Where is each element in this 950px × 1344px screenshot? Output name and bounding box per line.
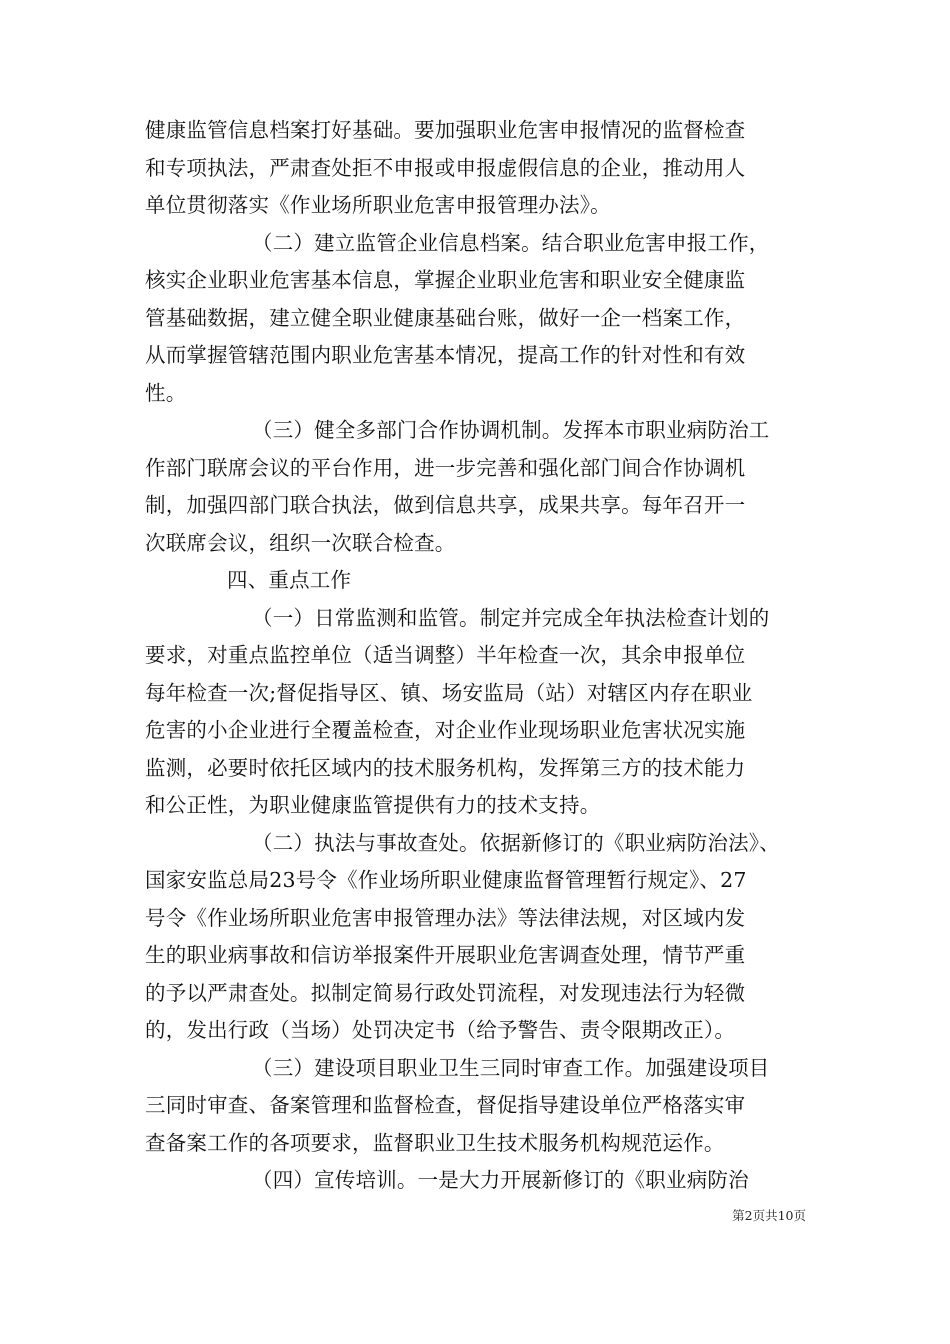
text-line: 制，加强四部门联合执法，做到信息共享，成果共享。每年召开一 xyxy=(145,493,746,517)
text-line: 作部门联席会议的平台作用，进一步完善和强化部门间合作协调机 xyxy=(145,455,746,480)
page-number: 第2页共10页 xyxy=(732,1208,806,1223)
text-line: 核实企业职业危害基本信息，掌握企业职业危害和职业安全健康监 xyxy=(145,268,746,292)
text-line: 国家安监总局23号令《作业场所职业健康监督管理暂行规定》、27 xyxy=(145,868,747,892)
document-body xyxy=(145,112,815,1200)
section-heading-line: （二）建立监管企业信息档案。结合职业危害申报工作， xyxy=(252,230,770,255)
chapter-heading: 四、重点工作 xyxy=(227,568,352,592)
text-line: 三同时审查、备案管理和监督检查，督促指导建设单位严格落实审 xyxy=(145,1093,746,1117)
section-heading-line: （一）日常监测和监管。制定并完成全年执法检查计划的 xyxy=(252,605,770,630)
text-line: 的予以严肃查处。拟制定简易行政处罚流程，对发现违法行为轻微 xyxy=(145,980,746,1005)
text-line: 危害的小企业进行全覆盖检查，对企业作业现场职业危害状况实施 xyxy=(145,718,746,742)
section-heading-line: （二）执法与事故查处。依据新修订的《职业病防治法》、 xyxy=(252,830,780,855)
text-line: 次联席会议，组织一次联合检查。 xyxy=(145,530,456,555)
section-heading-line: （三）建设项目职业卫生三同时审查工作。加强建设项目 xyxy=(252,1055,770,1080)
text-line: 生的职业病事故和信访举报案件开展职业危害调查处理，情节严重 xyxy=(145,943,746,967)
section-heading-line: （三）健全多部门合作协调机制。发挥本市职业病防治工 xyxy=(252,418,770,442)
text-line: 查备案工作的各项要求，监督职业卫生技术服务机构规范运作。 xyxy=(145,1130,725,1155)
text-line: 监测，必要时依托区域内的技术服务机构，发挥第三方的技术能力 xyxy=(145,755,746,780)
text-line: 每年检查一次;督促指导区、镇、场安监局（站）对辖区内存在职业 xyxy=(145,680,753,705)
text-line: 要求，对重点监控单位（适当调整）半年检查一次，其余申报单位 xyxy=(145,643,746,667)
text-line: 性。 xyxy=(145,380,187,405)
text-line: 的，发出行政（当场）处罚决定书（给予警告、责令限期改正）。 xyxy=(145,1018,736,1042)
text-line: 和公正性，为职业健康监管提供有力的技术支持。 xyxy=(145,793,601,817)
text-line: 号令《作业场所职业危害申报管理办法》等法律法规，对区域内发 xyxy=(145,905,746,930)
text-line: 单位贯彻落实《作业场所职业危害申报管理办法》。 xyxy=(145,193,611,217)
text-line: 从而掌握管辖范围内职业危害基本情况，提高工作的针对性和有效 xyxy=(145,343,746,367)
text-line: 管基础数据，建立健全职业健康基础台账，做好一企一档案工作， xyxy=(145,305,746,330)
text-line: 和专项执法，严肃查处拒不申报或申报虚假信息的企业，推动用人 xyxy=(145,155,746,180)
text-line: 健康监管信息档案打好基础。要加强职业危害申报情况的监督检查 xyxy=(145,118,746,142)
section-heading-line: （四）宣传培训。一是大力开展新修订的《职业病防治 xyxy=(252,1168,749,1192)
